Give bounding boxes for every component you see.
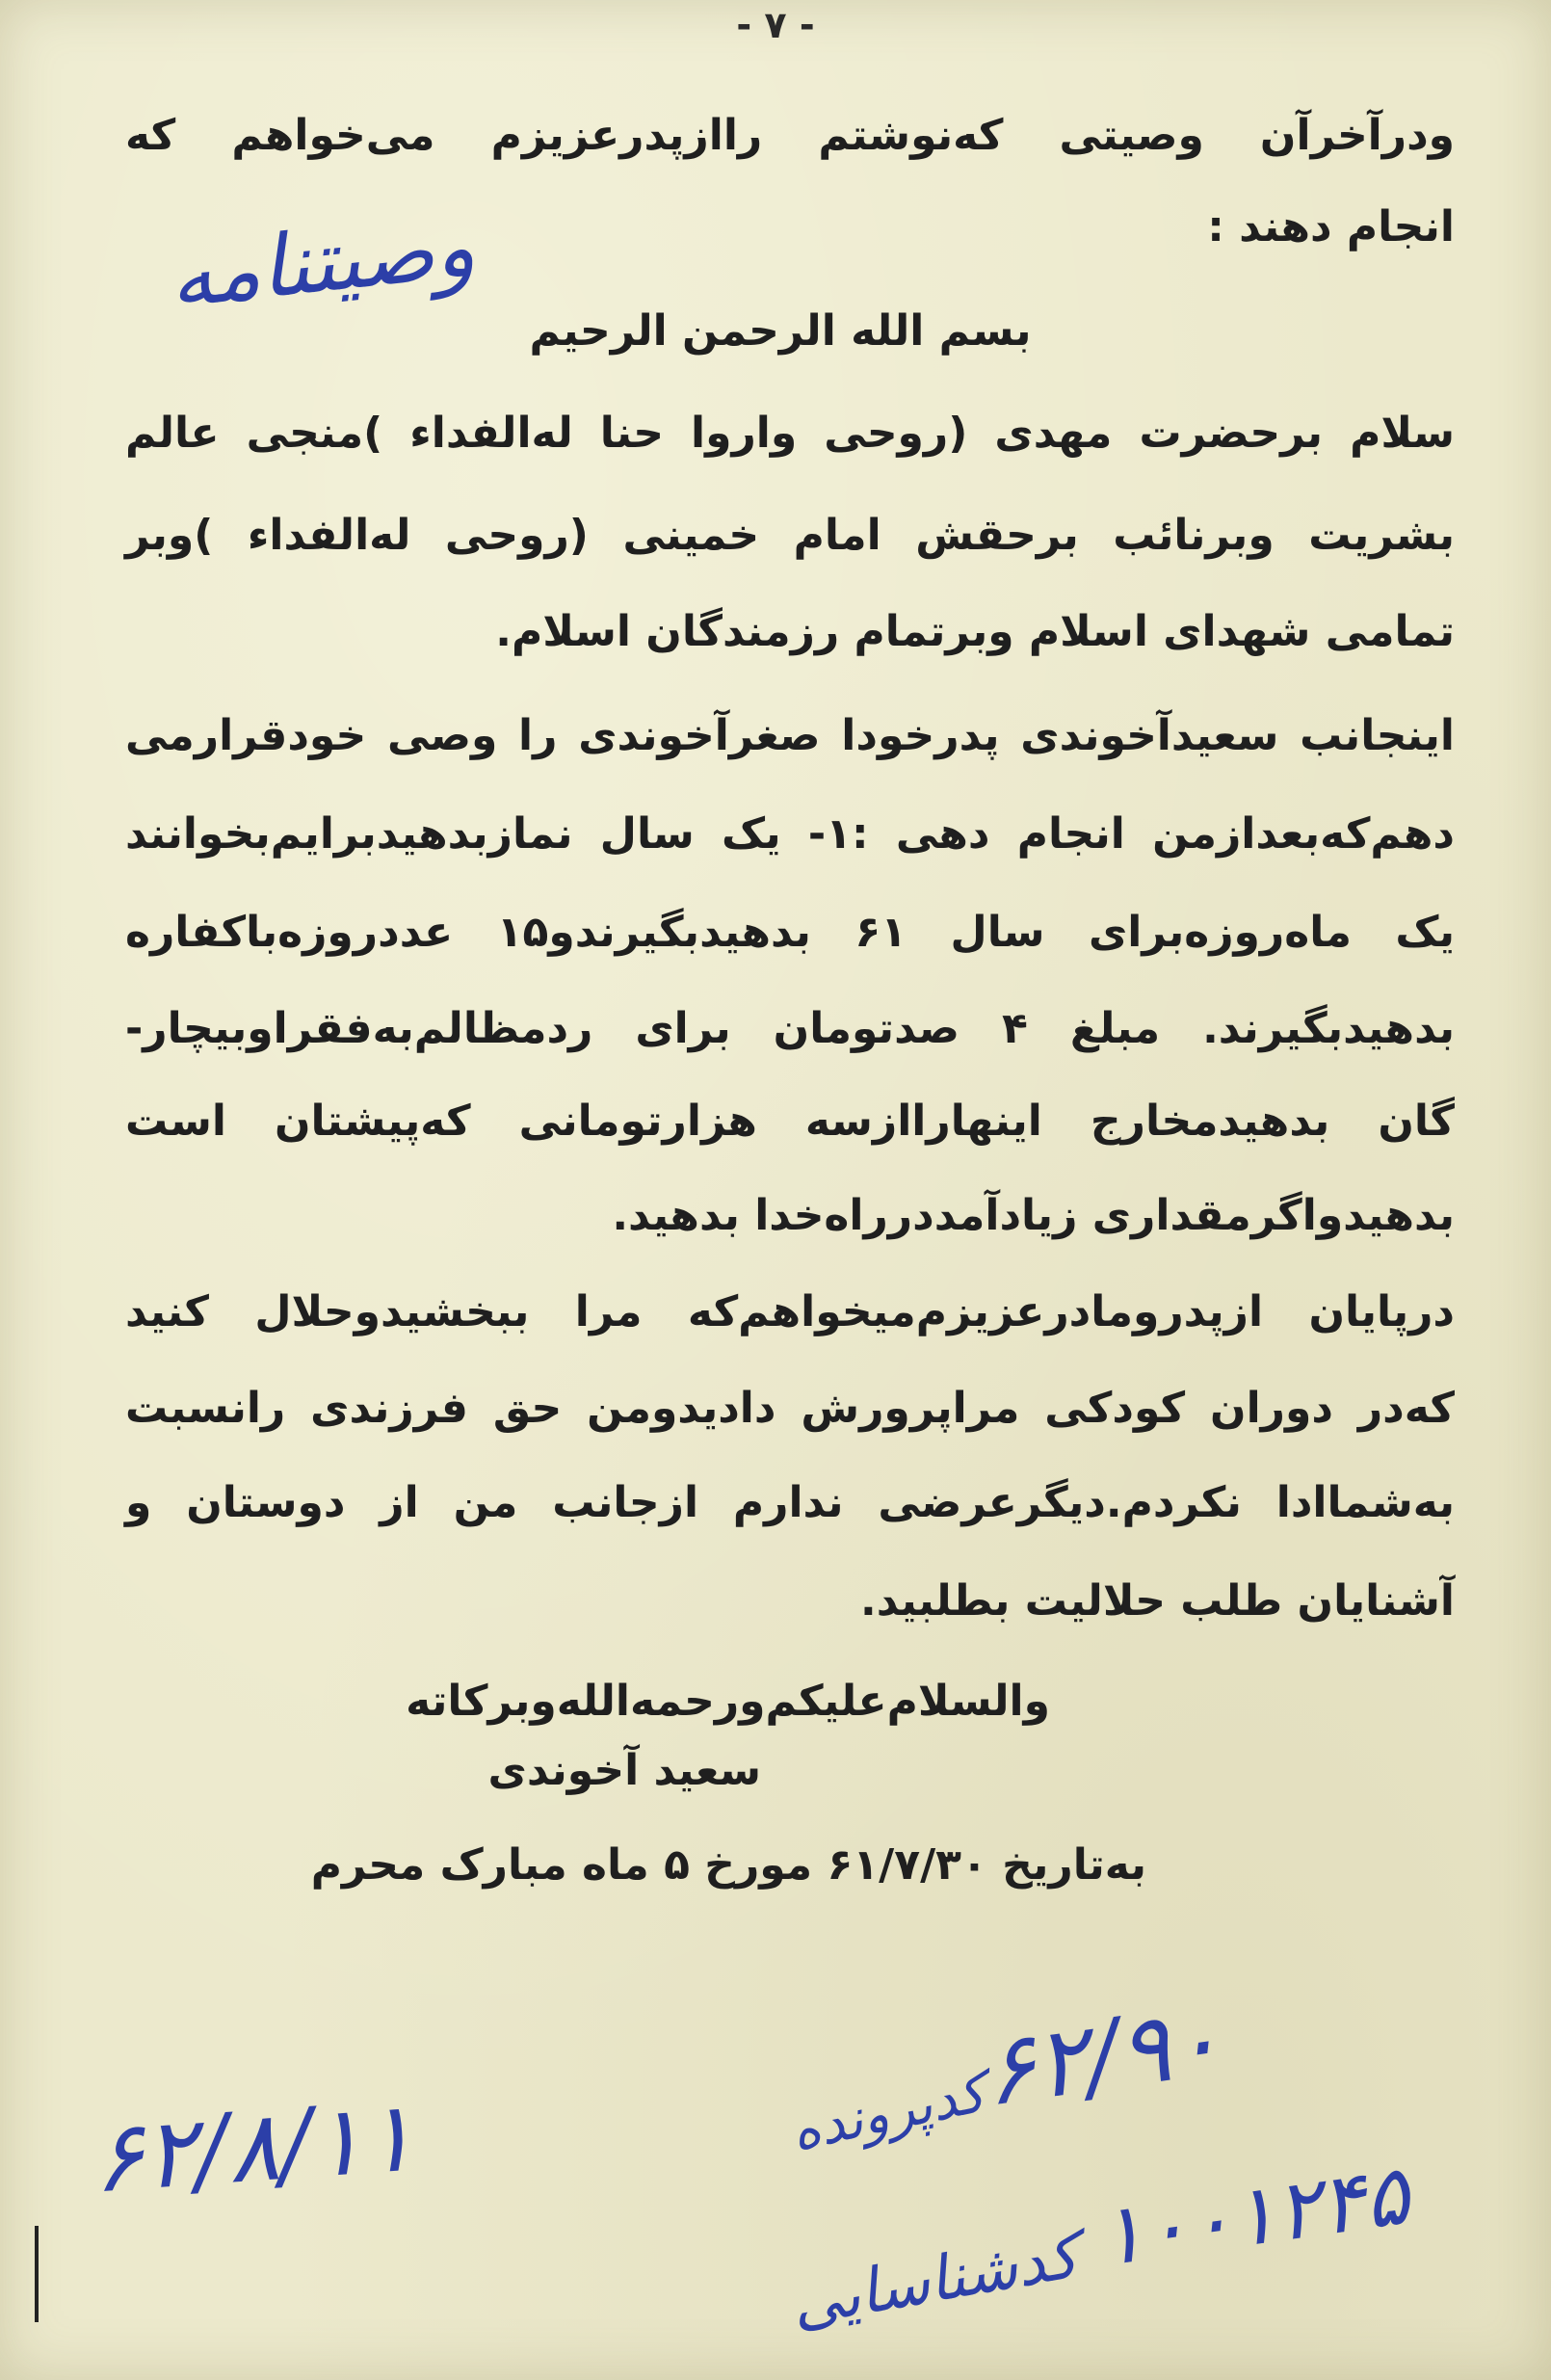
- basmala-heading: بسم الله الرحمن الرحیم: [529, 306, 1032, 356]
- text-line-9: یک ماه‌روزه‌برای سال ۶۱ بدهیدبگیرندو۱۵ عددروزه‌باکفاره: [125, 908, 1456, 957]
- handwritten-case-label: کدپرونده: [785, 2061, 991, 2164]
- date-line: به‌تاریخ ۶۱/۷/۳۰ مورخ ۵ ماه مبارک محرم: [310, 1840, 1146, 1890]
- handwritten-case-number: ۶۲/۹۰: [976, 1983, 1229, 2129]
- text-line-2: انجام دهند :: [1207, 202, 1455, 251]
- signature-name: سعید آخوندی: [487, 1746, 761, 1795]
- handwritten-date: ۶۲/۸/۱۱: [88, 2079, 419, 2215]
- text-line-7: اینجانب سعیدآخوندی پدرخودا صغرآخوندی را وصی خودقرارمی‌: [125, 711, 1455, 760]
- text-line-14: که‌در دوران کودکی مراپرورش دادیدومن حق فرزندی رانسبت: [125, 1384, 1455, 1433]
- text-line-8: دهم‌که‌بعدازمن انجام دهی :۱- یک سال نمازبدهیدبرایم‌بخوانند: [125, 809, 1455, 859]
- handwritten-id-number: ۱۰۰۱۲۴۵: [1092, 2146, 1415, 2287]
- text-line-15: به‌شماادا نکردم.دیگرعرضی ندارم ازجانب من از دوستان و: [125, 1478, 1455, 1527]
- text-line-1: ودرآخرآن وصیتی که‌نوشتم راازپدرعزیزم می‌خواهم که: [125, 111, 1455, 160]
- text-line-16: آشنایان طلب حلالیت بطلبید.: [860, 1576, 1455, 1626]
- text-line-4: سلام برحضرت مهدی (روحی واروا حنا له‌الفداء )منجی عالم: [125, 409, 1455, 458]
- text-line-12: بدهیدواگرمقداری زیادآمددرراه‌خدا بدهید.: [612, 1191, 1455, 1240]
- handwritten-title: وصیتنامه: [164, 196, 480, 328]
- text-line-13: درپایان ازپدرومادرعزیزم‌میخواهم‌که مرا ببخشیدوحلال کنید: [125, 1287, 1455, 1336]
- text-line-10: بدهیدبگیرند. مبلغ ۴ صدتومان برای ردمظالم‌به‌فقراوبیچار-: [125, 1004, 1456, 1053]
- margin-mark: [35, 2226, 39, 2322]
- handwritten-id-label: کدشناسایی: [785, 2220, 1084, 2341]
- text-line-5: بشریت وبرنائب برحقش امام خمینی (روحی له‌الفداء )وبر: [125, 511, 1455, 560]
- closing-salutation: والسلام‌علیکم‌ورحمه‌الله‌وبرکاته: [406, 1677, 1050, 1726]
- text-line-11: گان بدهیدمخارج اینهاراازسه هزارتومانی که‌پیشتان است: [125, 1097, 1455, 1146]
- text-line-6: تمامی شهدای اسلام وبرتمام رزمندگان اسلام.: [495, 607, 1455, 656]
- page-number: - ۷ -: [736, 4, 815, 46]
